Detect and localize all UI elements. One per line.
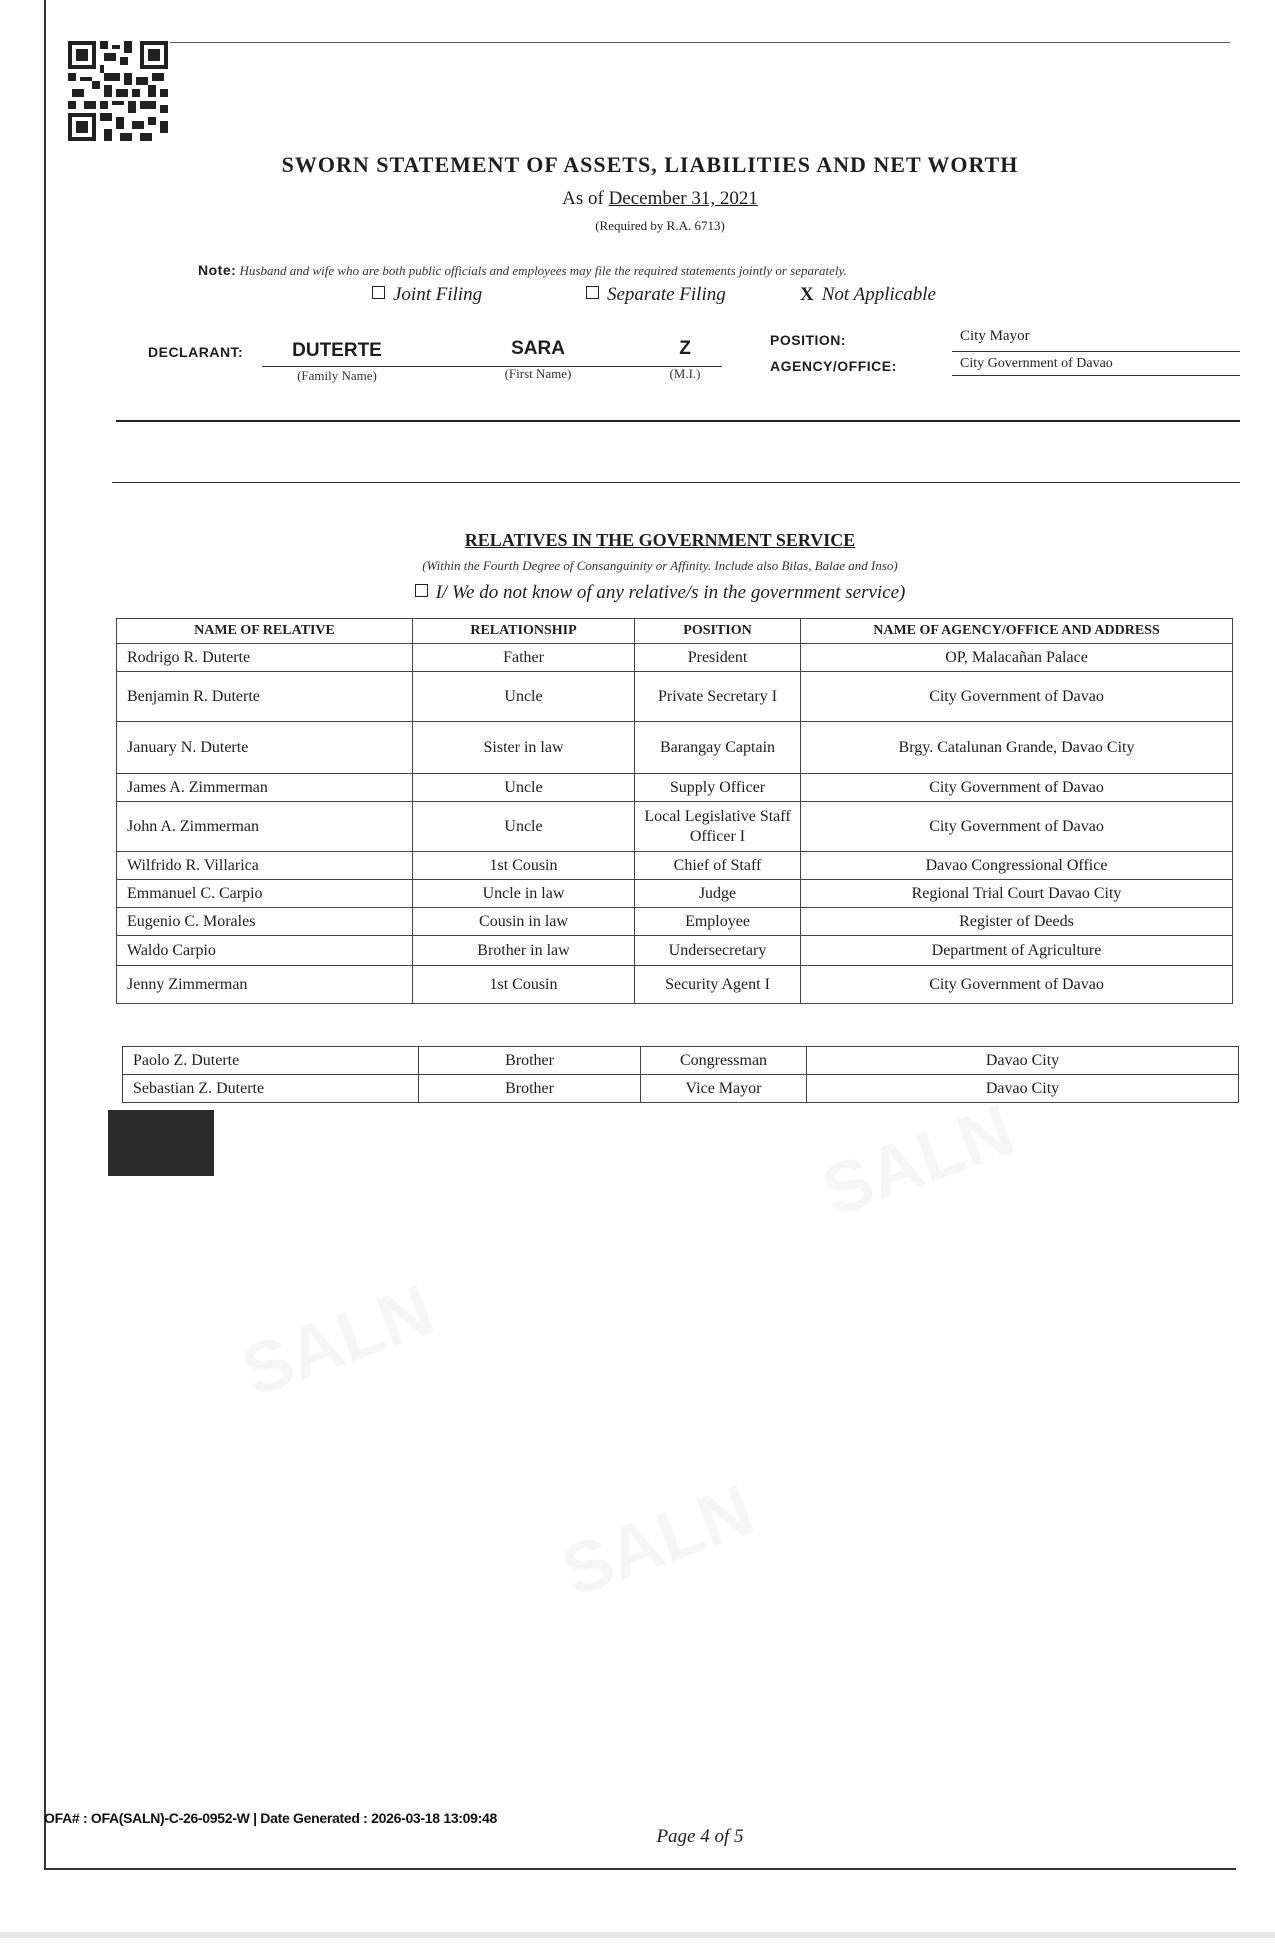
- relative-position: Judge: [635, 880, 801, 908]
- checkbox-icon: [586, 286, 599, 299]
- agency-value: City Government of Davao: [960, 356, 1113, 371]
- relative-position: President: [635, 644, 801, 672]
- table-row: [123, 1047, 1239, 1075]
- as-of-date: December 31, 2021: [608, 188, 758, 209]
- top-rule: [170, 42, 1230, 43]
- table-row: [117, 880, 1233, 908]
- relative-position: Vice Mayor: [641, 1075, 807, 1103]
- joint-filing-label: Joint Filing: [393, 284, 483, 305]
- position-value: City Mayor: [960, 328, 1030, 344]
- relative-relationship: Uncle in law: [413, 880, 635, 908]
- relative-position: Undersecretary: [635, 936, 801, 966]
- required-by: (Required by R.A. 6713): [595, 218, 725, 233]
- declarant-family-name: DUTERTE: [292, 340, 382, 361]
- position-underline: [952, 351, 1240, 352]
- checkbox-icon: [415, 584, 428, 597]
- qr-code-icon: [68, 40, 168, 142]
- relative-name: Sebastian Z. Duterte: [123, 1075, 419, 1103]
- relative-agency: Davao City: [807, 1047, 1239, 1075]
- note-label: Note:: [198, 262, 237, 278]
- relative-name: January N. Duterte: [117, 722, 413, 774]
- section-divider: [112, 482, 1240, 483]
- relative-relationship: Uncle: [413, 802, 635, 852]
- not-applicable-mark: X: [800, 284, 814, 305]
- agency-underline: [952, 375, 1240, 376]
- declarant-mi: Z: [679, 338, 691, 359]
- no-relatives-option[interactable]: [200, 582, 1120, 604]
- relative-position: Chief of Staff: [635, 852, 801, 880]
- not-applicable-option[interactable]: [800, 284, 936, 306]
- relative-relationship: Brother in law: [413, 936, 635, 966]
- relative-relationship: Brother: [419, 1047, 641, 1075]
- relative-name: Emmanuel C. Carpio: [117, 880, 413, 908]
- relative-agency: Register of Deeds: [801, 908, 1233, 936]
- relatives-subtitle: (Within the Fourth Degree of Consanguinity or Affinity. Include also Bilas, Balae and Inso): [422, 558, 898, 573]
- col-header-agency: NAME OF AGENCY/OFFICE AND ADDRESS: [801, 619, 1233, 644]
- relative-name: James A. Zimmerman: [117, 774, 413, 802]
- table-row: [117, 722, 1233, 774]
- relative-position: Congressman: [641, 1047, 807, 1075]
- as-of-line: [200, 188, 1120, 210]
- table-header-row: [117, 619, 1233, 644]
- relative-relationship: Uncle: [413, 672, 635, 722]
- relatives-table-continued: [122, 1046, 1239, 1103]
- relative-agency: Department of Agriculture: [801, 936, 1233, 966]
- relative-relationship: Cousin in law: [413, 908, 635, 936]
- first-name-caption: (First Name): [504, 366, 572, 381]
- relative-relationship: Sister in law: [413, 722, 635, 774]
- relative-relationship: Uncle: [413, 774, 635, 802]
- relative-name: Jenny Zimmerman: [117, 966, 413, 1004]
- table-row: [123, 1075, 1239, 1103]
- relative-position: Private Secretary I: [635, 672, 801, 722]
- relative-relationship: Father: [413, 644, 635, 672]
- separate-filing-option[interactable]: [586, 284, 726, 306]
- relative-agency: City Government of Davao: [801, 802, 1233, 852]
- table-row: [117, 672, 1233, 722]
- table-row: [117, 774, 1233, 802]
- filing-note: [198, 262, 1158, 279]
- relative-name: Waldo Carpio: [117, 936, 413, 966]
- table-row: [117, 966, 1233, 1004]
- relative-name: Eugenio C. Morales: [117, 908, 413, 936]
- agency-label: AGENCY/OFFICE:: [770, 358, 897, 374]
- relative-position: Security Agent I: [635, 966, 801, 1004]
- relative-agency: Davao City: [807, 1075, 1239, 1103]
- col-header-name: NAME OF RELATIVE: [117, 619, 413, 644]
- relative-name: Paolo Z. Duterte: [123, 1047, 419, 1075]
- relatives-table: [116, 618, 1233, 1004]
- relative-position: Supply Officer: [635, 774, 801, 802]
- family-name-caption: (Family Name): [297, 368, 377, 383]
- relative-agency: Brgy. Catalunan Grande, Davao City: [801, 722, 1233, 774]
- mi-caption: (M.I.): [669, 366, 701, 381]
- table-row: [117, 908, 1233, 936]
- document-title: SWORN STATEMENT OF ASSETS, LIABILITIES AND NET WORTH: [281, 152, 1019, 177]
- relative-name: Rodrigo R. Duterte: [117, 644, 413, 672]
- section-divider: [116, 420, 1240, 422]
- relative-relationship: 1st Cousin: [413, 966, 635, 1004]
- relative-name: John A. Zimmerman: [117, 802, 413, 852]
- relative-name: Benjamin R. Duterte: [117, 672, 413, 722]
- relative-position: Barangay Captain: [635, 722, 801, 774]
- relative-agency: Regional Trial Court Davao City: [801, 880, 1233, 908]
- relative-relationship: Brother: [419, 1075, 641, 1103]
- relative-agency: City Government of Davao: [801, 672, 1233, 722]
- scan-edge: [0, 1932, 1275, 1938]
- col-header-relationship: RELATIONSHIP: [413, 619, 635, 644]
- col-header-position: POSITION: [635, 619, 801, 644]
- relative-agency: City Government of Davao: [801, 966, 1233, 1004]
- no-relatives-label: I/ We do not know of any relative/s in the government service): [435, 582, 906, 603]
- checkbox-icon: [372, 286, 385, 299]
- separate-filing-label: Separate Filing: [607, 284, 726, 305]
- redaction-block: [108, 1110, 214, 1176]
- table-row: [117, 644, 1233, 672]
- declarant-label: DECLARANT:: [148, 344, 244, 360]
- relative-agency: City Government of Davao: [801, 774, 1233, 802]
- document-id: OFA# : OFA(SALN)-C-26-0952-W | Date Generated : 2026-03-18 13:09:48: [44, 1810, 497, 1826]
- relative-agency: Davao Congressional Office: [801, 852, 1233, 880]
- relative-agency: OP, Malacañan Palace: [801, 644, 1233, 672]
- table-row: [117, 852, 1233, 880]
- position-label: POSITION:: [770, 332, 847, 348]
- relative-position: Employee: [635, 908, 801, 936]
- relative-relationship: 1st Cousin: [413, 852, 635, 880]
- note-text: Husband and wife who are both public officials and employees may file the required statements jointly or separately.: [239, 263, 847, 278]
- declarant-first-name: SARA: [511, 338, 565, 359]
- as-of-prefix: As of: [562, 188, 604, 209]
- page-number: Page 4 of 5: [656, 1826, 744, 1847]
- not-applicable-label: Not Applicable: [821, 284, 936, 305]
- relatives-title: RELATIVES IN THE GOVERNMENT SERVICE: [464, 530, 856, 550]
- table-row: [117, 802, 1233, 852]
- joint-filing-option[interactable]: [372, 284, 482, 306]
- relative-position: Local Legislative Staff Officer I: [635, 802, 801, 852]
- table-row: [117, 936, 1233, 966]
- relative-name: Wilfrido R. Villarica: [117, 852, 413, 880]
